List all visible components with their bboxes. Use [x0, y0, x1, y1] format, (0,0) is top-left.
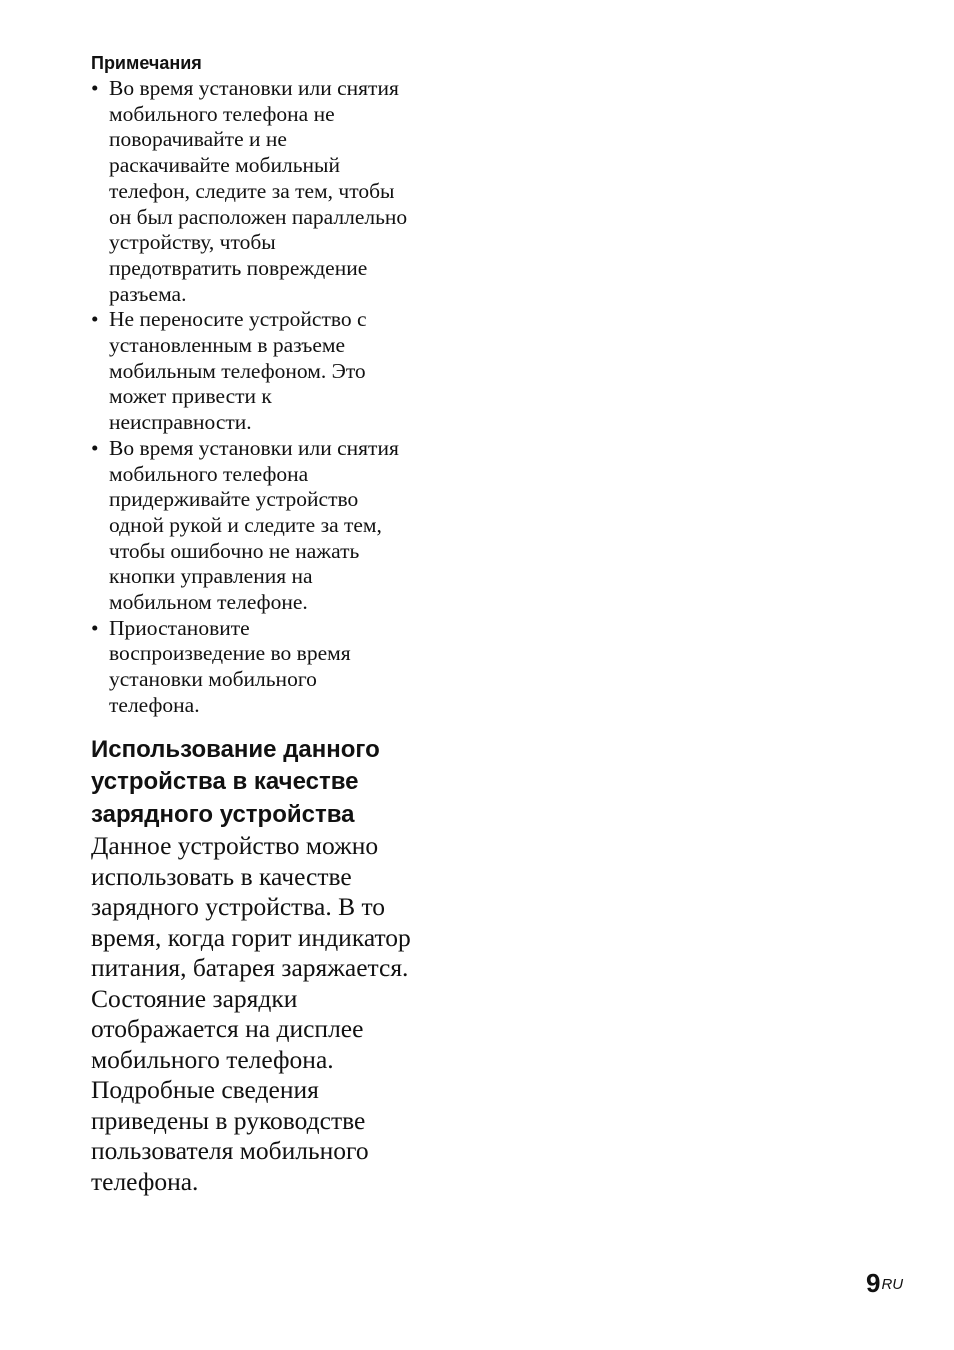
- page-number-value: 9: [866, 1268, 881, 1298]
- note-text: Приостановите воспроизведение во время установки мобильного телефона.: [109, 615, 351, 717]
- notes-heading: Примечания: [91, 53, 202, 73]
- bullet-mark: •: [91, 76, 99, 100]
- page-language-code: RU: [881, 1276, 904, 1293]
- note-item: [91, 76, 471, 307]
- note-text: Не переносите устройство с установленным в разъеме мобильным телефоном. Это может привести к неисправности.: [109, 307, 367, 435]
- section-body: Данное устройство можно использовать в качестве зарядного устройства. В то время, когда горит индикатор питания, батарея заряжается. Состояние зарядки отображается на дисплее мобильного телефона. Подробные сведения приведены в руководстве пользователя мобильного телефона.: [91, 831, 411, 1196]
- note-text: Во время установки или снятия мобильного телефона не поворачивайте и не раскачивайте мобильный телефон, следите за тем, чтобы он был расположен параллельно устройству, чтобы предотвратить повреждение разъема.: [109, 76, 408, 306]
- text-column: [91, 50, 471, 1197]
- bullet-mark: •: [91, 615, 99, 640]
- note-item: [91, 436, 471, 616]
- notes-list: [91, 76, 471, 719]
- note-item: [91, 307, 471, 436]
- section-heading: Использование данного устройства в качестве зарядного устройства: [91, 735, 380, 828]
- bullet-mark: •: [91, 307, 99, 332]
- note-text: Во время установки или снятия мобильного телефона придерживайте устройство одной рукой и следите за тем, чтобы ошибочно не нажать кнопки управления на мобильном телефоне.: [109, 435, 399, 615]
- page-number: [866, 1268, 903, 1298]
- bullet-mark: •: [91, 435, 99, 460]
- note-item: [91, 616, 471, 719]
